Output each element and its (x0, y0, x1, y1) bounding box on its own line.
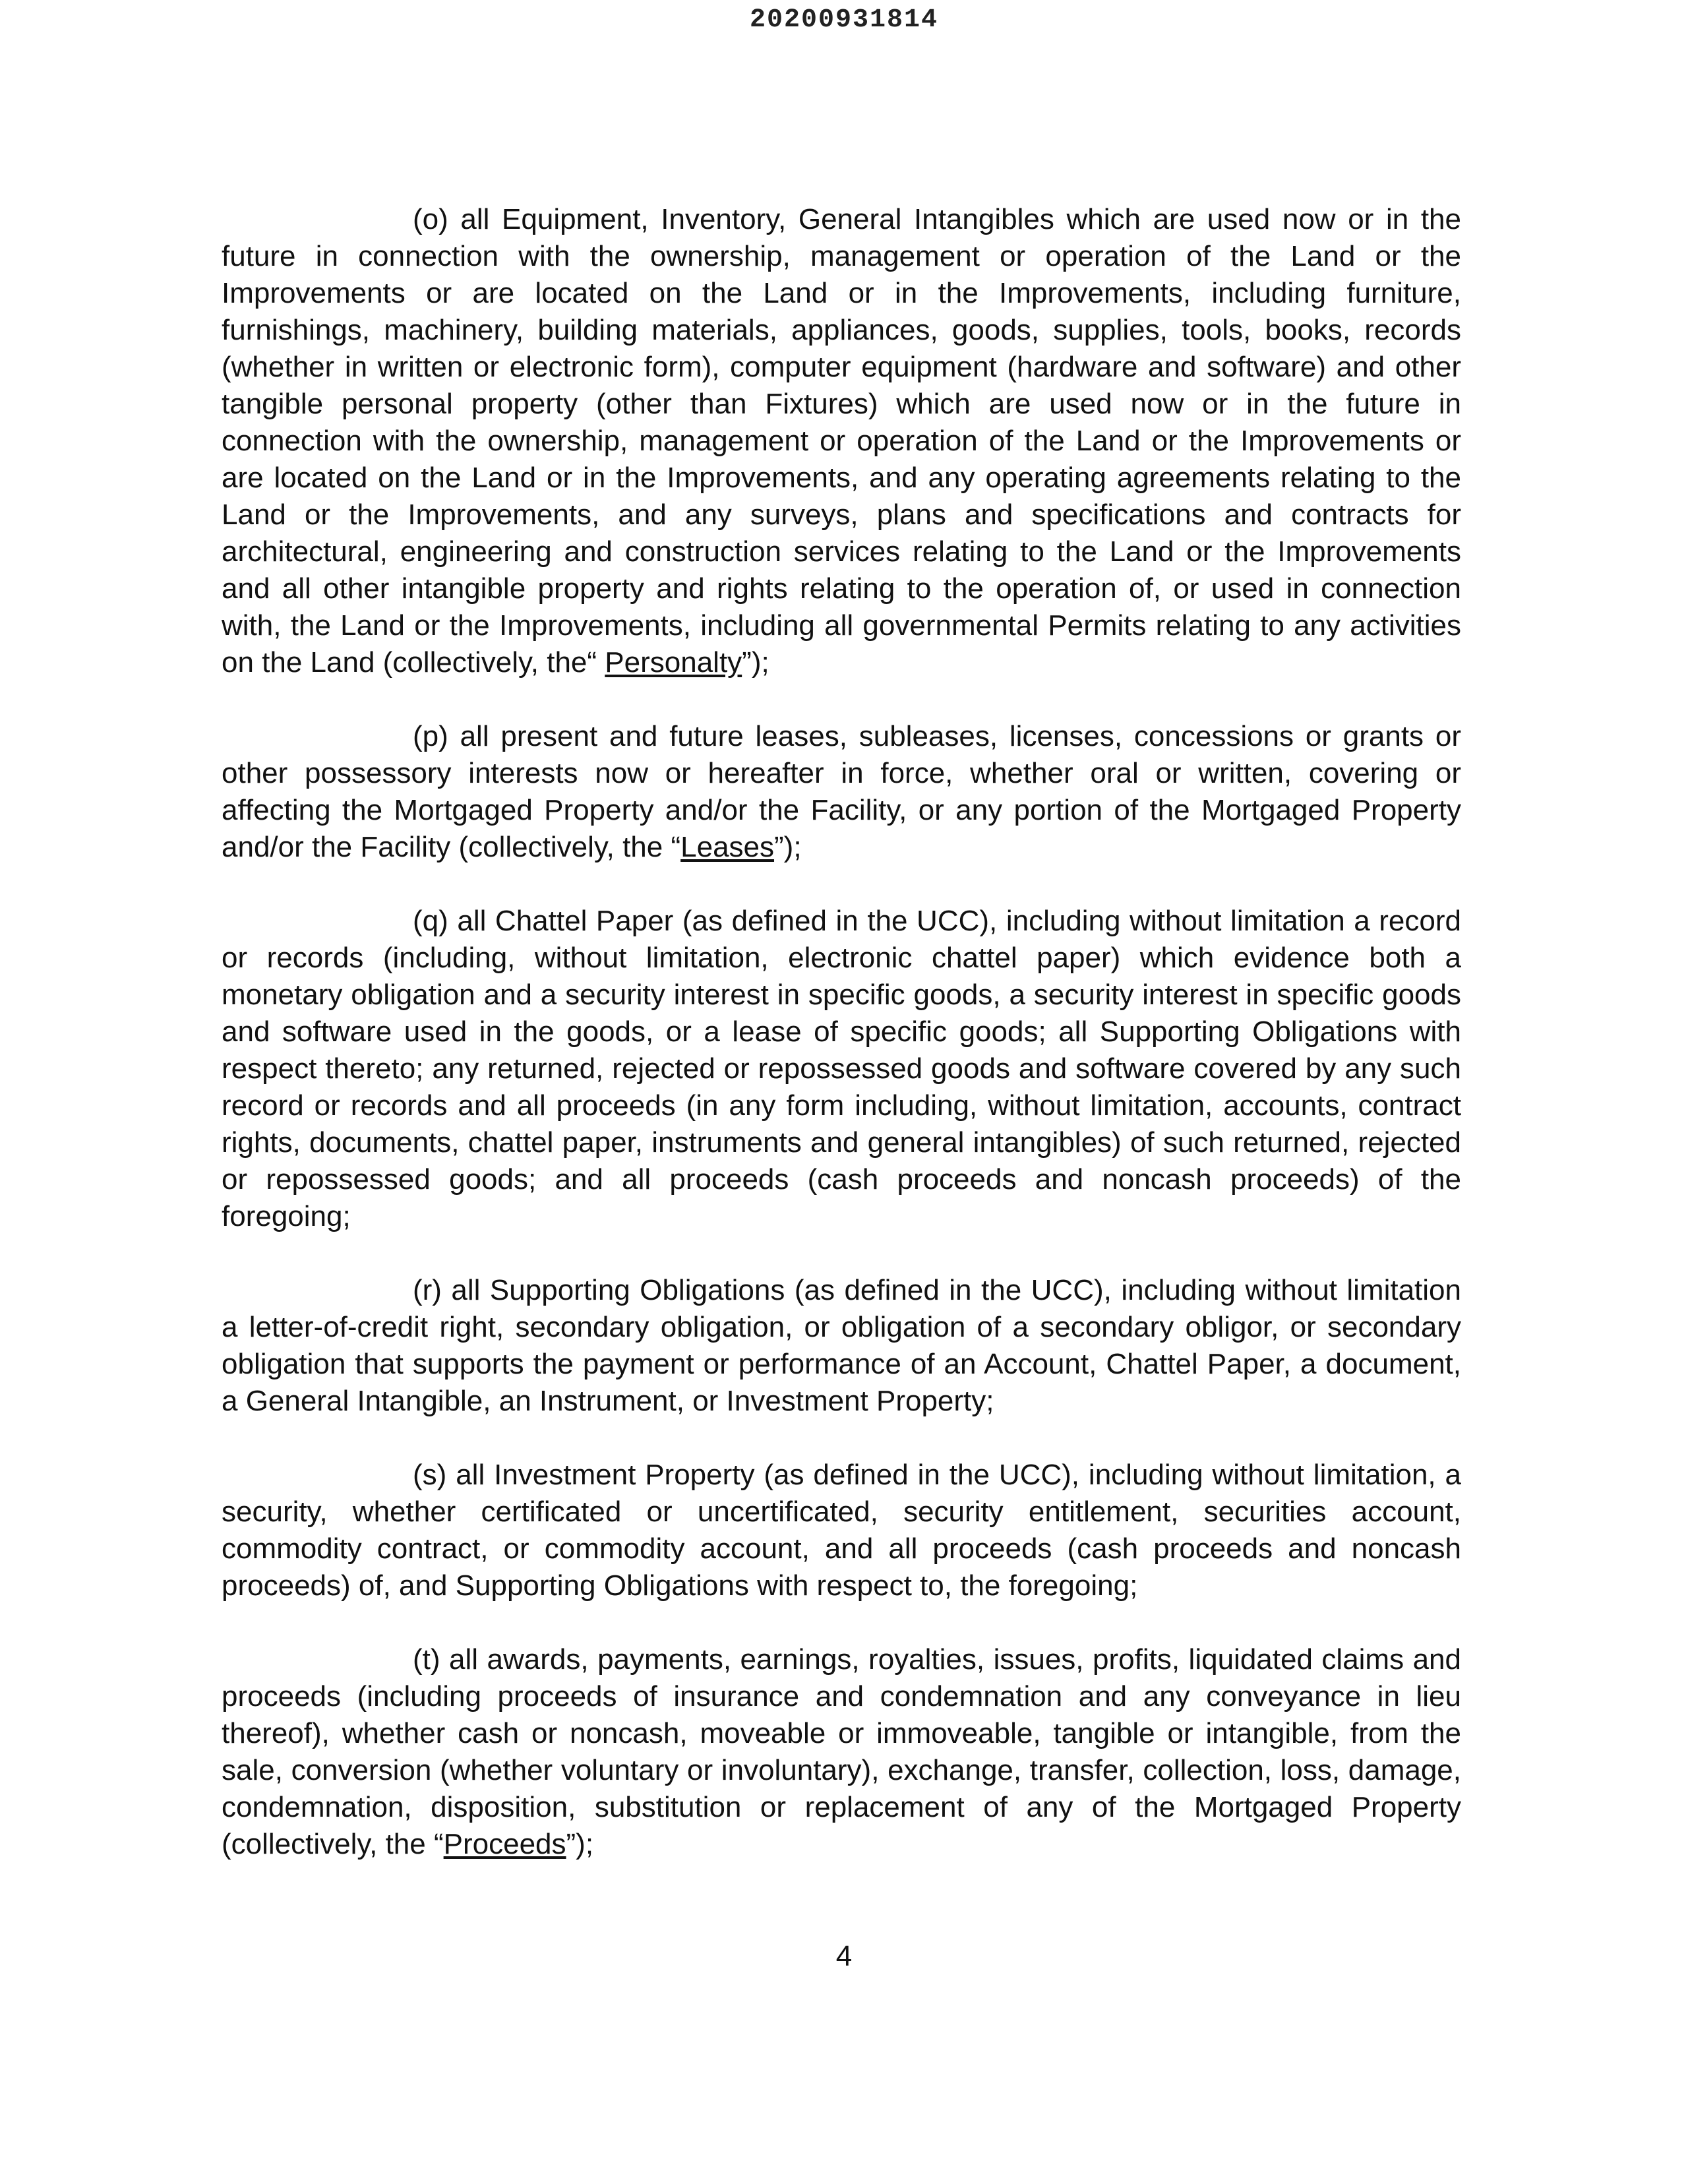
paragraph-s: (s) all Investment Property (as defined in the UCC), including without limitation, a security, whether certificated or uncertificated, security entitlement, securities account, commodity contract, or commodity account, and all proceeds (cash proceeds and noncash proceeds) of, and Supporting Obligations with respect to, the foregoing; (222, 1459, 1461, 1602)
page-number: 4 (835, 1940, 853, 1972)
defined-term-personalty: Personalty (605, 646, 742, 679)
paragraph-text: ”); (774, 831, 802, 863)
paragraph-q: (q) all Chattel Paper (as defined in the UCC), including without limitation a record or records (including, without limitation, electronic chattel paper) which evidence both a monetary obligation and a security interest in specific goods, a security interest in specific goods and software used in the goods, or a lease of specific goods; all Supporting Obligations with respect thereto; any returned, rejected or repossessed goods and software covered by any such record or records and all proceeds (in any form including, without limitation, accounts, contract rights, documents, chattel paper, instruments and general intangibles) of such returned, rejected or repossessed goods; and all proceeds (cash proceeds and noncash proceeds) of the foregoing; (222, 905, 1461, 1232)
paragraph-text: (t) all awards, payments, earnings, royalties, issues, profits, liquidated claims and proceeds (including proceeds of insurance and condemnation and any conveyance in lieu thereof), whether cash or noncash, moveable or immoveable, tangible or intangible, from the sale, conversion (whether voluntary or involuntary), exchange, transfer, collection, loss, damage, condemnation, disposition, substitution or replacement of any of the Mortgaged Property (collectively, the “ (222, 1643, 1461, 1860)
defined-term-leases: Leases (680, 831, 775, 863)
paragraph-t (222, 1641, 1461, 1863)
defined-term-proceeds: Proceeds (443, 1828, 566, 1860)
paragraph-p (222, 718, 1461, 866)
paragraph-r: (r) all Supporting Obligations (as defined in the UCC), including without limitation a letter-of-credit right, secondary obligation, or obligation of a secondary obligor, or secondary obligation that supports the payment or performance of an Account, Chattel Paper, a document, a General Intangible, an Instrument, or Investment Property; (222, 1274, 1461, 1417)
paragraph-o (222, 201, 1461, 681)
paragraph-text: (o) all Equipment, Inventory, General Intangibles which are used now or in the future in connection with the ownership, management or operation of the Land or the Improvements or are located on the Land or in the Improvements, including furniture, furnishings, machinery, building materials, appliances, goods, supplies, tools, books, records (whether in written or electronic form), computer equipment (hardware and software) and other tangible personal property (other than Fixtures) which are used now or in the future in connection with the ownership, management or operation of the Land or the Improvements or are located on the Land or in the Improvements, and any operating agreements relating to the Land or the Improvements, and any surveys, plans and specifications and contracts for architectural, engineering and construction services relating to the Land or the Improvements and all other intangible property and rights relating to the operation of, or used in connection with, the Land or the Improvements, including all governmental Permits relating to any activities on the Land (collectively, the“ (222, 203, 1461, 679)
document-body (222, 201, 1461, 1900)
document-number: 20200931814 (749, 5, 939, 35)
paragraph-text: ”); (566, 1828, 594, 1860)
paragraph-text: (p) all present and future leases, subleases, licenses, concessions or grants or other possessory interests now or hereafter in force, whether oral or written, covering or affecting the Mortgaged Property and/or the Facility, or any portion of the Mortgaged Property and/or the Facility (collectively, the “ (222, 720, 1461, 863)
paragraph-text: ”); (742, 646, 769, 679)
